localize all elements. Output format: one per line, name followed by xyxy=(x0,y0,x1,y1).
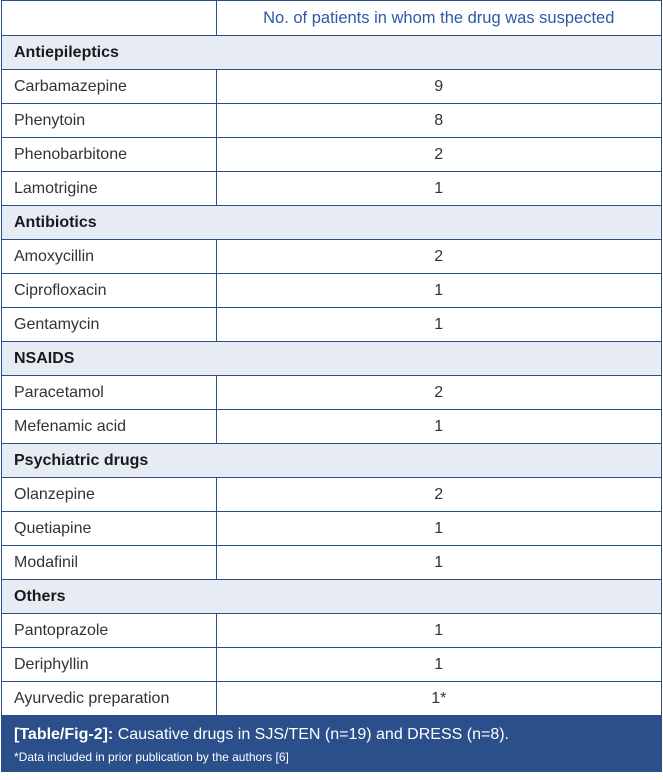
drug-name: Carbamazepine xyxy=(2,70,216,104)
table-row xyxy=(2,478,661,512)
patient-count: 2 xyxy=(216,138,661,172)
table-row xyxy=(2,512,661,546)
caption-footnote: *Data included in prior publication by the authors [6] xyxy=(14,750,289,764)
causative-drugs-table xyxy=(2,1,661,716)
drug-name: Amoxycillin xyxy=(2,240,216,274)
table-row xyxy=(2,648,661,682)
table-caption xyxy=(2,716,661,772)
group-row xyxy=(2,580,661,614)
caption-label: [Table/Fig-2]: xyxy=(14,726,114,743)
drug-name: Paracetamol xyxy=(2,376,216,410)
table-row xyxy=(2,546,661,580)
group-name: Antibiotics xyxy=(2,206,661,240)
group-name: Others xyxy=(2,580,661,614)
patient-count: 2 xyxy=(216,376,661,410)
drug-table-figure xyxy=(1,0,662,772)
group-name: Antiepileptics xyxy=(2,36,661,70)
header-drug-column xyxy=(2,1,216,36)
patient-count: 8 xyxy=(216,104,661,138)
table-row xyxy=(2,104,661,138)
patient-count: 2 xyxy=(216,240,661,274)
patient-count: 1 xyxy=(216,546,661,580)
drug-name: Quetiapine xyxy=(2,512,216,546)
drug-name: Mefenamic acid xyxy=(2,410,216,444)
patient-count: 1 xyxy=(216,172,661,206)
group-name: NSAIDS xyxy=(2,342,661,376)
table-row xyxy=(2,172,661,206)
drug-name: Phenytoin xyxy=(2,104,216,138)
drug-name: Ayurvedic preparation xyxy=(2,682,216,716)
group-name: Psychiatric drugs xyxy=(2,444,661,478)
drug-name: Ciprofloxacin xyxy=(2,274,216,308)
table-row xyxy=(2,410,661,444)
patient-count: 1 xyxy=(216,512,661,546)
table-row xyxy=(2,274,661,308)
group-row xyxy=(2,206,661,240)
drug-name: Pantoprazole xyxy=(2,614,216,648)
drug-name: Lamotrigine xyxy=(2,172,216,206)
table-header-row xyxy=(2,1,661,36)
patient-count: 1 xyxy=(216,308,661,342)
patient-count: 1 xyxy=(216,648,661,682)
caption-text: Causative drugs in SJS/TEN (n=19) and DRESS (n=8). xyxy=(113,726,509,743)
patient-count: 2 xyxy=(216,478,661,512)
table-row xyxy=(2,240,661,274)
table-row xyxy=(2,682,661,716)
drug-name: Deriphyllin xyxy=(2,648,216,682)
group-row xyxy=(2,342,661,376)
header-patients-column: No. of patients in whom the drug was suspected xyxy=(216,1,661,36)
patient-count: 1* xyxy=(216,682,661,716)
patient-count: 1 xyxy=(216,614,661,648)
table-row xyxy=(2,308,661,342)
table-row xyxy=(2,376,661,410)
drug-name: Gentamycin xyxy=(2,308,216,342)
patient-count: 9 xyxy=(216,70,661,104)
drug-name: Modafinil xyxy=(2,546,216,580)
group-row xyxy=(2,444,661,478)
group-row xyxy=(2,36,661,70)
drug-name: Phenobarbitone xyxy=(2,138,216,172)
table-row xyxy=(2,70,661,104)
table-row xyxy=(2,614,661,648)
patient-count: 1 xyxy=(216,410,661,444)
table-row xyxy=(2,138,661,172)
drug-name: Olanzepine xyxy=(2,478,216,512)
patient-count: 1 xyxy=(216,274,661,308)
